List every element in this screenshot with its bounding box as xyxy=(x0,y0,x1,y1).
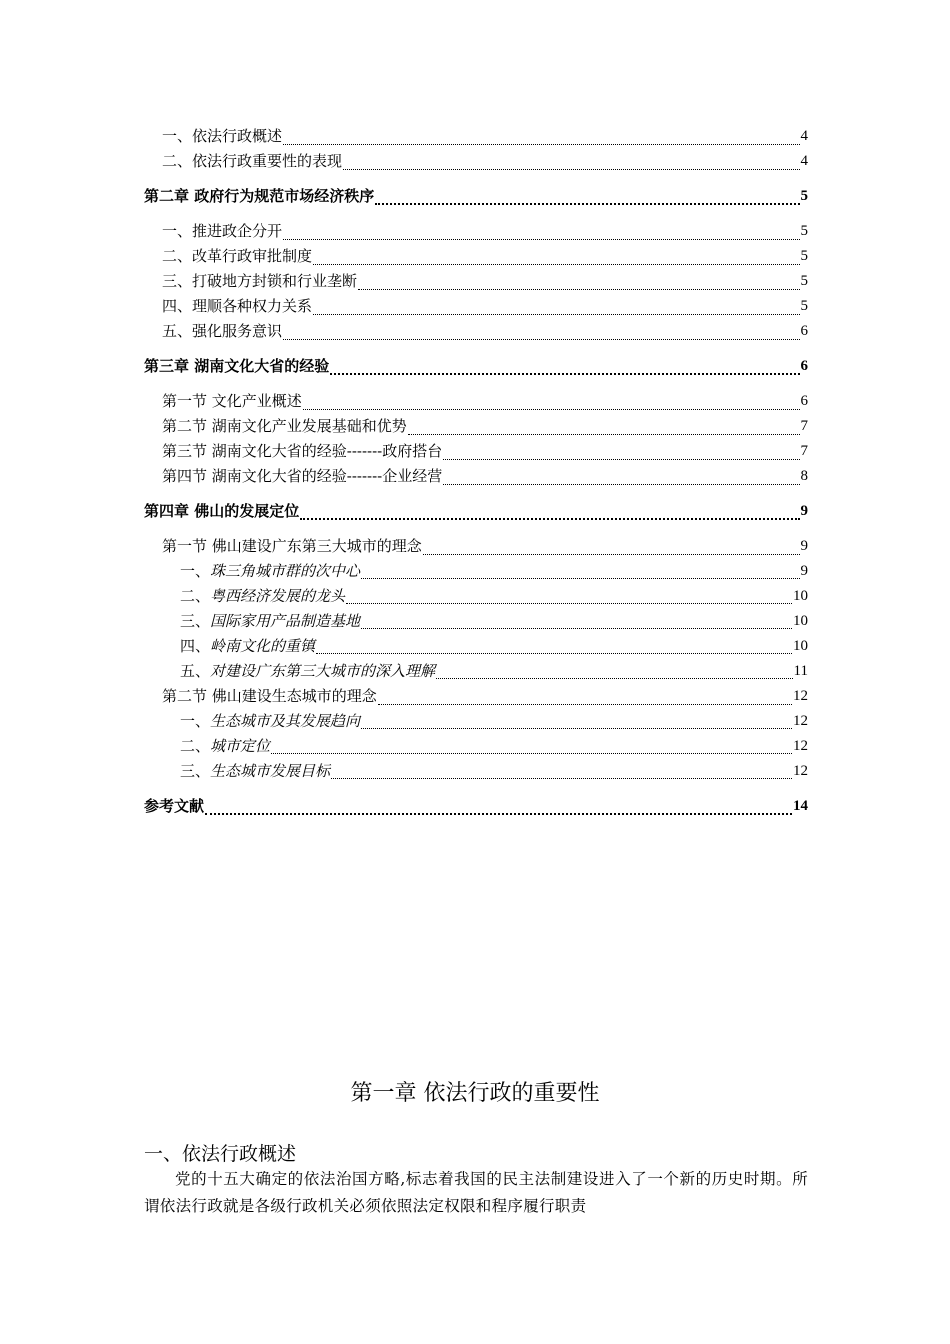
toc-entry[interactable] xyxy=(144,794,808,819)
toc-entry[interactable] xyxy=(144,609,808,634)
toc-dot-leader xyxy=(378,689,792,705)
toc-entry-title: 三、打破地方封锁和行业垄断 xyxy=(162,272,358,290)
toc-entry-title: 五、强化服务意识 xyxy=(162,322,283,340)
toc-entry[interactable] xyxy=(144,354,808,379)
toc-dot-leader xyxy=(313,299,799,315)
toc-entry-title: 生态城市及其发展趋向 xyxy=(210,712,361,730)
toc-page-number: 8 xyxy=(800,468,808,484)
toc-entry-title: 第二节 湖南文化产业发展基础和优势 xyxy=(162,417,407,435)
toc-dot-leader xyxy=(313,249,799,265)
toc-entry-title: 一、依法行政概述 xyxy=(162,127,283,145)
toc-entry-number: 二、 xyxy=(180,587,211,605)
toc-page-number: 7 xyxy=(800,418,808,434)
toc-page-number: 5 xyxy=(800,223,808,239)
toc-entry-title: 城市定位 xyxy=(210,737,271,755)
toc-entry-number: 三、 xyxy=(180,612,211,630)
toc-entry[interactable] xyxy=(144,634,808,659)
toc-entry-number: 五、 xyxy=(180,662,211,680)
toc-entry[interactable] xyxy=(144,709,808,734)
toc-page-number: 5 xyxy=(800,188,808,204)
toc-entry[interactable] xyxy=(144,149,808,174)
toc-dot-leader xyxy=(331,763,792,779)
toc-entry-title: 国际家用产品制造基地 xyxy=(210,612,361,630)
toc-entry[interactable] xyxy=(144,659,808,684)
toc-page-number: 5 xyxy=(800,298,808,314)
toc-entry-number: 四、 xyxy=(180,637,211,655)
toc-dot-leader xyxy=(205,798,792,815)
toc-entry-title: 四、理顺各种权力关系 xyxy=(162,297,313,315)
toc-dot-leader xyxy=(271,738,792,754)
toc-dot-leader xyxy=(423,539,800,555)
toc-dot-leader xyxy=(361,613,792,629)
toc-dot-leader xyxy=(358,274,799,290)
toc-dot-leader xyxy=(361,713,792,729)
toc-dot-leader xyxy=(283,129,799,145)
toc-entry-title: 第二章 政府行为规范市场经济秩序 xyxy=(144,187,375,205)
toc-entry[interactable] xyxy=(144,759,808,784)
toc-page-number: 12 xyxy=(793,713,808,729)
toc-entry-title: 第三章 湖南文化大省的经验 xyxy=(144,357,330,375)
toc-entry-number: 二、 xyxy=(180,737,211,755)
toc-entry[interactable] xyxy=(144,534,808,559)
toc-entry[interactable] xyxy=(144,219,808,244)
toc-page-number: 6 xyxy=(800,358,808,374)
toc-page-number: 9 xyxy=(800,538,808,554)
toc-entry-title: 对建设广东第三大城市的深入理解 xyxy=(210,662,436,680)
toc-page-number: 12 xyxy=(793,763,808,779)
toc-entry-title: 珠三角城市群的次中心 xyxy=(210,562,361,580)
toc-dot-leader xyxy=(436,663,793,679)
toc-page-number: 9 xyxy=(800,503,808,519)
toc-entry[interactable] xyxy=(144,319,808,344)
toc-entry-number: 一、 xyxy=(180,562,211,580)
toc-page-number: 12 xyxy=(793,688,808,704)
toc-dot-leader xyxy=(361,563,799,579)
toc-entry[interactable] xyxy=(144,499,808,524)
toc-entry[interactable] xyxy=(144,269,808,294)
toc-page-number: 12 xyxy=(793,738,808,754)
toc-dot-leader xyxy=(300,503,799,520)
toc-dot-leader xyxy=(316,638,792,654)
body-paragraph: 党的十五大确定的依法治国方略,标志着我国的民主法制建设进入了一个新的历史时期。所谓依法行政就是各级行政机关必须依照法定权限和程序履行职责 xyxy=(144,1170,808,1215)
toc-entry[interactable] xyxy=(144,584,808,609)
toc-entry-title: 第三节 湖南文化大省的经验-------政府搭台 xyxy=(162,442,443,460)
toc-entry-title: 粤西经济发展的龙头 xyxy=(210,587,346,605)
toc-entry[interactable] xyxy=(144,559,808,584)
toc-dot-leader xyxy=(375,188,799,205)
toc-page-number: 5 xyxy=(800,273,808,289)
section-heading: 一、依法行政概述 xyxy=(144,1143,297,1165)
toc-page-number: 7 xyxy=(800,443,808,459)
toc-page-number: 14 xyxy=(793,798,808,814)
toc-entry[interactable] xyxy=(144,294,808,319)
toc-dot-leader xyxy=(343,154,799,170)
toc-dot-leader xyxy=(408,419,800,435)
toc-entry-title: 第四章 佛山的发展定位 xyxy=(144,502,300,520)
toc-page-number: 9 xyxy=(800,563,808,579)
toc-page-number: 6 xyxy=(800,393,808,409)
toc-entry-title: 第二节 佛山建设生态城市的理念 xyxy=(162,687,377,705)
toc-dot-leader xyxy=(330,358,799,375)
toc-dot-leader xyxy=(283,324,799,340)
toc-dot-leader xyxy=(443,444,799,460)
toc-entry[interactable] xyxy=(144,244,808,269)
toc-entry[interactable] xyxy=(144,464,808,489)
toc-entry-title: 二、改革行政审批制度 xyxy=(162,247,313,265)
toc-dot-leader xyxy=(283,224,799,240)
toc-entry-number: 三、 xyxy=(180,762,211,780)
toc-page-number: 11 xyxy=(793,663,808,679)
toc-entry-title: 一、推进政企分开 xyxy=(162,222,283,240)
toc-entry[interactable] xyxy=(144,684,808,709)
toc-page-number: 5 xyxy=(800,248,808,264)
toc-entry-title: 参考文献 xyxy=(144,797,205,815)
toc-entry[interactable] xyxy=(144,124,808,149)
toc-dot-leader xyxy=(303,394,800,410)
toc-dot-leader xyxy=(443,469,799,485)
table-of-contents xyxy=(144,124,808,829)
toc-page-number: 6 xyxy=(800,323,808,339)
toc-page-number: 10 xyxy=(793,638,808,654)
toc-entry[interactable] xyxy=(144,389,808,414)
toc-entry[interactable] xyxy=(144,184,808,209)
toc-entry-title: 第四节 湖南文化大省的经验-------企业经营 xyxy=(162,467,443,485)
toc-page-number: 10 xyxy=(793,588,808,604)
toc-entry[interactable] xyxy=(144,414,808,439)
toc-entry-title: 二、依法行政重要性的表现 xyxy=(162,152,343,170)
toc-entry-title: 生态城市发展目标 xyxy=(210,762,331,780)
chapter-heading: 第一章 依法行政的重要性 xyxy=(350,1081,600,1106)
toc-page-number: 4 xyxy=(800,153,808,169)
toc-entry[interactable] xyxy=(144,734,808,759)
toc-entry-title: 第一节 文化产业概述 xyxy=(162,392,302,410)
toc-page-number: 4 xyxy=(800,128,808,144)
toc-entry-number: 一、 xyxy=(180,712,211,730)
toc-entry-title: 第一节 佛山建设广东第三大城市的理念 xyxy=(162,537,422,555)
toc-entry-title: 岭南文化的重镇 xyxy=(210,637,316,655)
toc-page-number: 10 xyxy=(793,613,808,629)
toc-entry[interactable] xyxy=(144,439,808,464)
toc-dot-leader xyxy=(346,588,792,604)
